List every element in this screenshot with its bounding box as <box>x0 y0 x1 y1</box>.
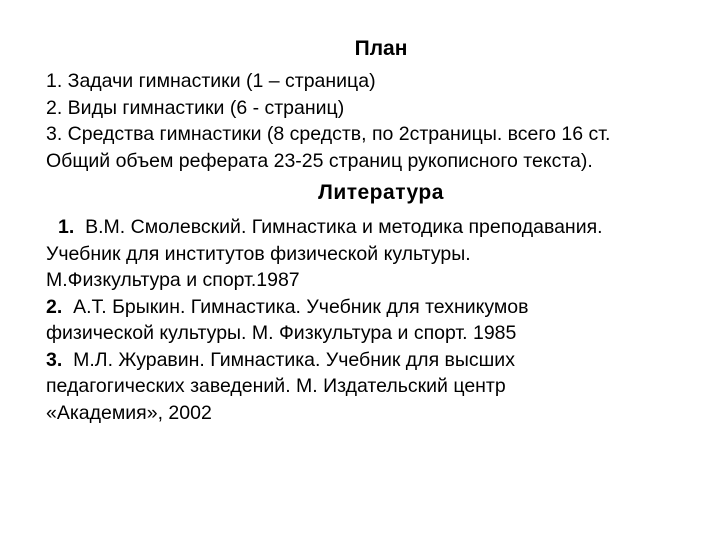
plan-item-2: 2. Виды гимнастики (6 - страниц) <box>46 96 345 119</box>
plan-item-3: 3. Средства гимнастики (8 средств, по 2страницы. всего 16 ст. <box>46 123 611 145</box>
literature-item-3-line-3: «Академия», 2002 <box>46 401 212 424</box>
literature-item-1-line-1 <box>46 214 696 241</box>
slide <box>46 36 696 426</box>
literature-item-1-text: В.М. Смолевский. Гимнастика и методика преподавания. <box>85 216 603 238</box>
literature-item-2-number: 2. <box>46 295 63 318</box>
literature-item-2-line-1 <box>46 294 696 321</box>
literature-list <box>46 214 696 426</box>
literature-item-1-line-2: Учебник для институтов физической культуры. <box>46 242 471 265</box>
plan-heading: План <box>354 37 408 60</box>
literature-item-1-line-3: М.Физкультура и спорт.1987 <box>46 269 300 291</box>
plan-list <box>46 68 696 174</box>
literature-item-3-text: М.Л. Журавин. Гимнастика. Учебник для высших <box>73 348 515 371</box>
literature-item-2-line-2: физической культуры. М. Физкультура и спорт. 1985 <box>46 322 517 344</box>
literature-item-3-line-1 <box>46 347 696 374</box>
plan-item-3-continuation: Общий объем реферата 23-25 страниц рукописного текста). <box>46 149 593 172</box>
literature-item-1-number: 1. <box>58 216 75 238</box>
plan-item-1: 1. Задачи гимнастики (1 – страница) <box>46 70 376 92</box>
literature-item-3-line-2: педагогических заведений. М. Издательский центр <box>46 375 506 397</box>
literature-item-3-number: 3. <box>46 348 63 371</box>
literature-item-2-text: А.Т. Брыкин. Гимнастика. Учебник для техникумов <box>73 295 529 318</box>
literature-heading: Литература <box>318 181 444 204</box>
